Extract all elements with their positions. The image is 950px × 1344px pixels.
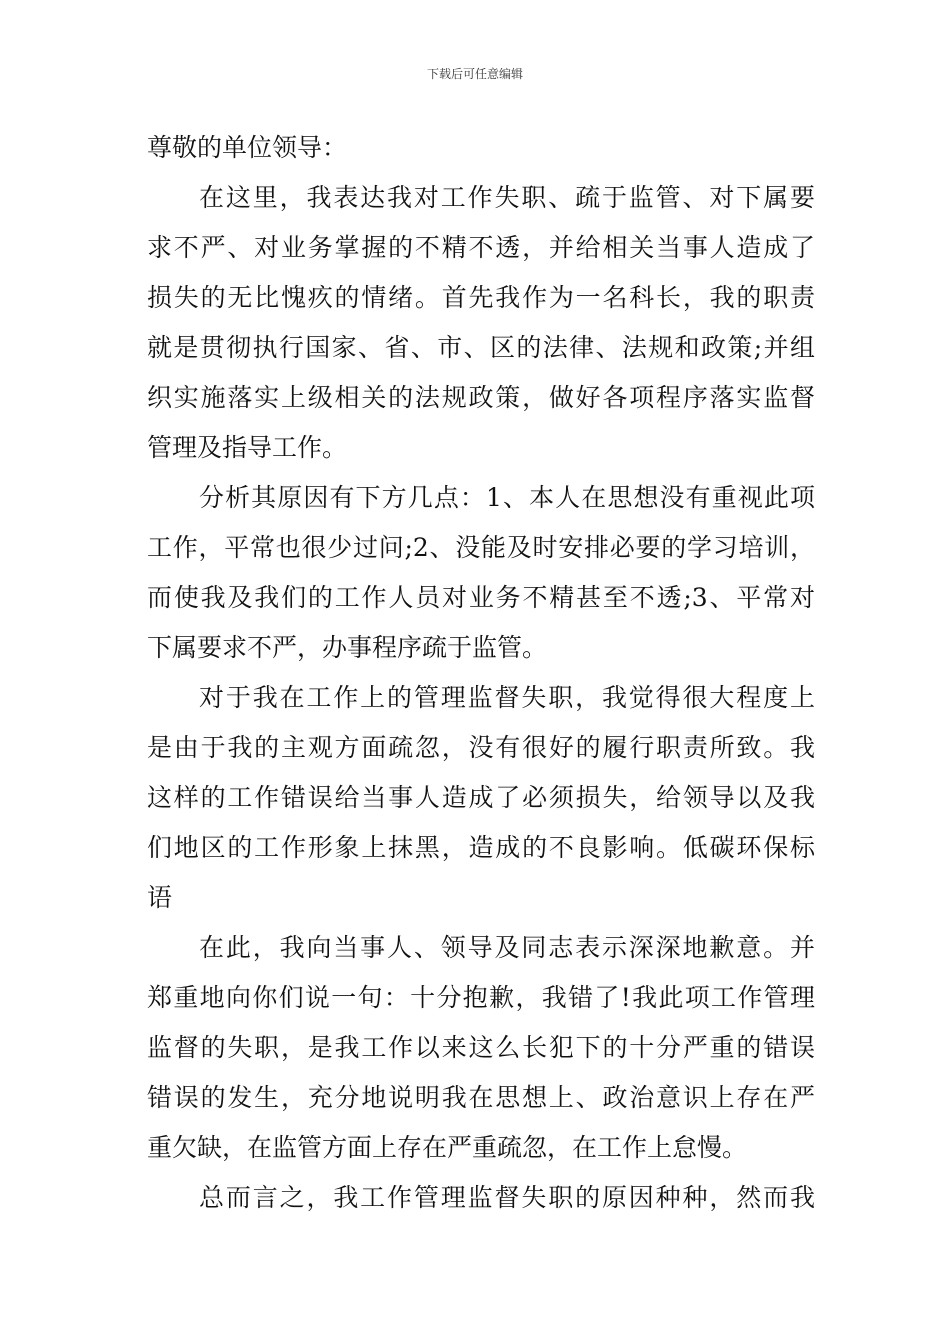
document-body <box>147 123 815 1223</box>
paragraph-4-line-3: 监督的失职，是我工作以来这么长犯下的十分严重的错误 <box>147 1033 815 1062</box>
paragraph-1-line-6: 管理及指导工作。 <box>147 433 348 462</box>
paragraph-2-line-1: 分析其原因有下方几点：1、本人在思想没有重视此项 <box>199 483 815 512</box>
paragraph-3-line-5: 语 <box>147 883 173 912</box>
paragraph-4-line-1: 在此，我向当事人、领导及同志表示深深地歉意。并 <box>199 933 815 962</box>
paragraph-1-line-5: 织实施落实上级相关的法规政策，做好各项程序落实监督 <box>147 383 815 412</box>
paragraph-1-line-1: 在这里，我表达我对工作失职、疏于监管、对下属要 <box>199 183 815 212</box>
paragraph-4-line-2: 郑重地向你们说一句：十分抱歉，我错了!我此项工作管理 <box>147 983 815 1012</box>
paragraph-2-line-3: 而使我及我们的工作人员对业务不精甚至不透;3、平常对 <box>147 583 815 612</box>
paragraph-2-line-2: 工作，平常也很少过问;2、没能及时安排必要的学习培训， <box>147 533 815 562</box>
paragraph-1-line-3: 损失的无比愧疚的情绪。首先我作为一名科长，我的职责 <box>147 283 815 312</box>
paragraph-4-line-5: 重欠缺，在监管方面上存在严重疏忽，在工作上怠慢。 <box>147 1133 748 1162</box>
paragraph-4-line-4: 错误的发生，充分地说明我在思想上、政治意识上存在严 <box>147 1083 815 1112</box>
paragraph-1-line-4: 就是贯彻执行国家、省、市、区的法律、法规和政策;并组 <box>147 333 815 362</box>
paragraph-2-line-4: 下属要求不严，办事程序疏于监管。 <box>147 633 548 662</box>
paragraph-3-line-1: 对于我在工作上的管理监督失职，我觉得很大程度上 <box>199 683 815 712</box>
paragraph-5-line-1: 总而言之，我工作管理监督失职的原因种种，然而我 <box>199 1183 815 1212</box>
paragraph-3-line-3: 这样的工作错误给当事人造成了必须损失，给领导以及我 <box>147 783 815 812</box>
paragraph-3-line-4: 们地区的工作形象上抹黑，造成的不良影响。低碳环保标 <box>147 833 815 862</box>
paragraph-1-line-2: 求不严、对业务掌握的不精不透，并给相关当事人造成了 <box>147 233 815 262</box>
page-header: 下载后可任意编辑 <box>426 67 523 81</box>
paragraph-3-line-2: 是由于我的主观方面疏忽，没有很好的履行职责所致。我 <box>147 733 815 762</box>
salutation: 尊敬的单位领导： <box>147 133 348 162</box>
